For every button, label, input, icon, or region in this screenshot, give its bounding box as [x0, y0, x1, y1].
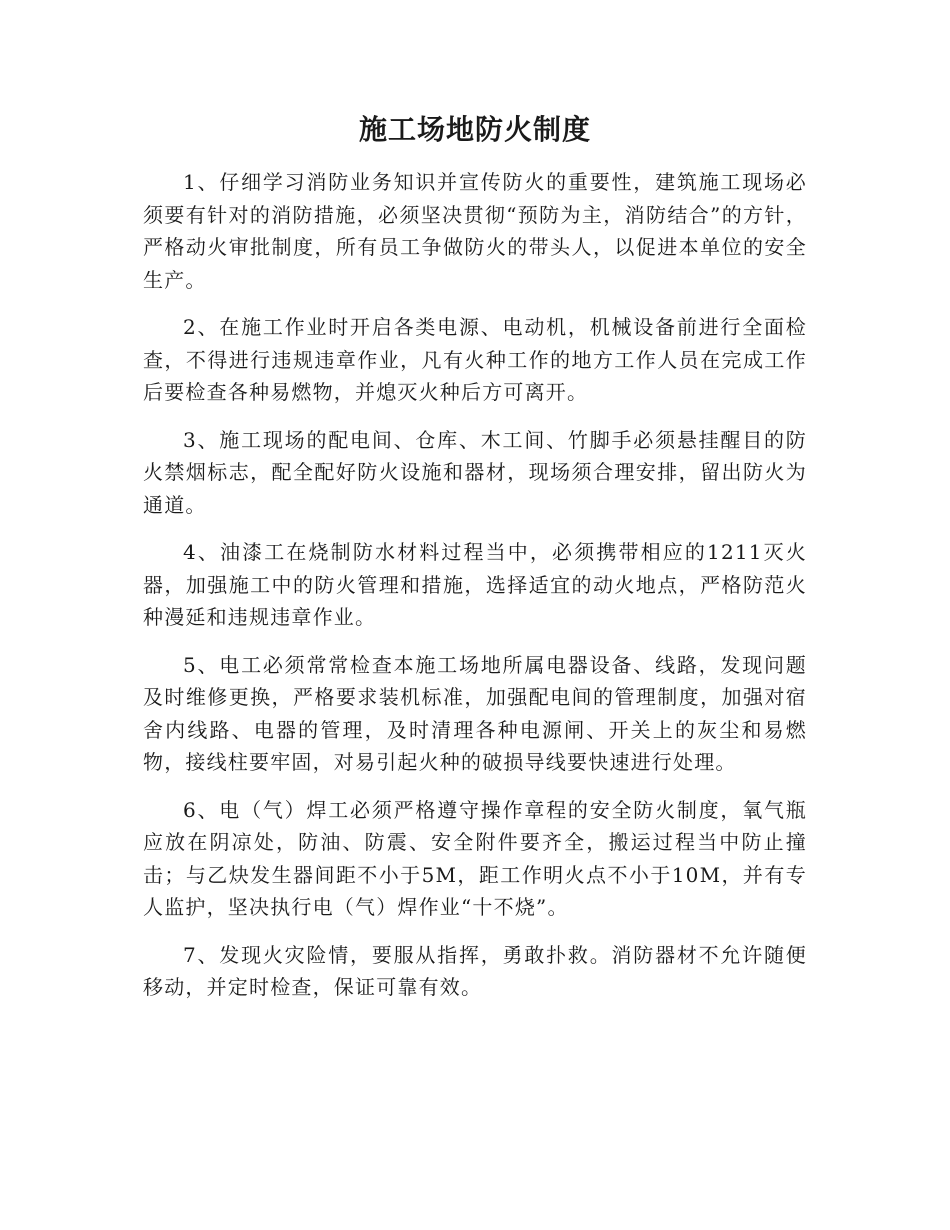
- paragraph-6: 6、电（气）焊工必须严格遵守操作章程的安全防火制度，氧气瓶应放在阴凉处，防油、防震、安全附件要齐全，搬运过程当中防止撞击；与乙炔发生器间距不小于5M，距工作明火点不小于10M，并有专人监护，坚决执行电（气）焊作业“十不烧”。: [143, 797, 807, 919]
- paragraph-4: 4、油漆工在烧制防水材料过程当中，必须携带相应的1211灭火器，加强施工中的防火管理和措施，选择适宜的动火地点，严格防范火种漫延和违规违章作业。: [143, 540, 807, 629]
- paragraph-1: 1、仔细学习消防业务知识并宣传防火的重要性，建筑施工现场必须要有针对的消防措施，必须坚决贯彻“预防为主，消防结合”的方针，严格动火审批制度，所有员工争做防火的带头人，以促进本单位的安全生产。: [143, 170, 807, 292]
- paragraph-5: 5、电工必须常常检查本施工场地所属电器设备、线路，发现问题及时维修更换，严格要求装机标准，加强配电间的管理制度，加强对宿舍内线路、电器的管理，及时清理各种电源闸、开关上的灰尘和易燃物，接线柱要牢固，对易引起火种的破损导线要快速进行处理。: [143, 652, 807, 774]
- paragraph-3: 3、施工现场的配电间、仓库、木工间、竹脚手必须悬挂醒目的防火禁烟标志，配全配好防火设施和器材，现场须合理安排，留出防火为通道。: [143, 427, 807, 517]
- document-body: [143, 166, 807, 1019]
- document-title: 施工场地防火制度: [358, 113, 591, 146]
- paragraph-2: 2、在施工作业时开启各类电源、电动机，机械设备前进行全面检查，不得进行违规违章作业，凡有火种工作的地方工作人员在完成工作后要检查各种易燃物，并熄灭火种后方可离开。: [143, 315, 807, 404]
- paragraph-7: 7、发现火灾险情，要服从指挥，勇敢扑救。消防器材不允许随便移动，并定时检查，保证可靠有效。: [143, 942, 807, 999]
